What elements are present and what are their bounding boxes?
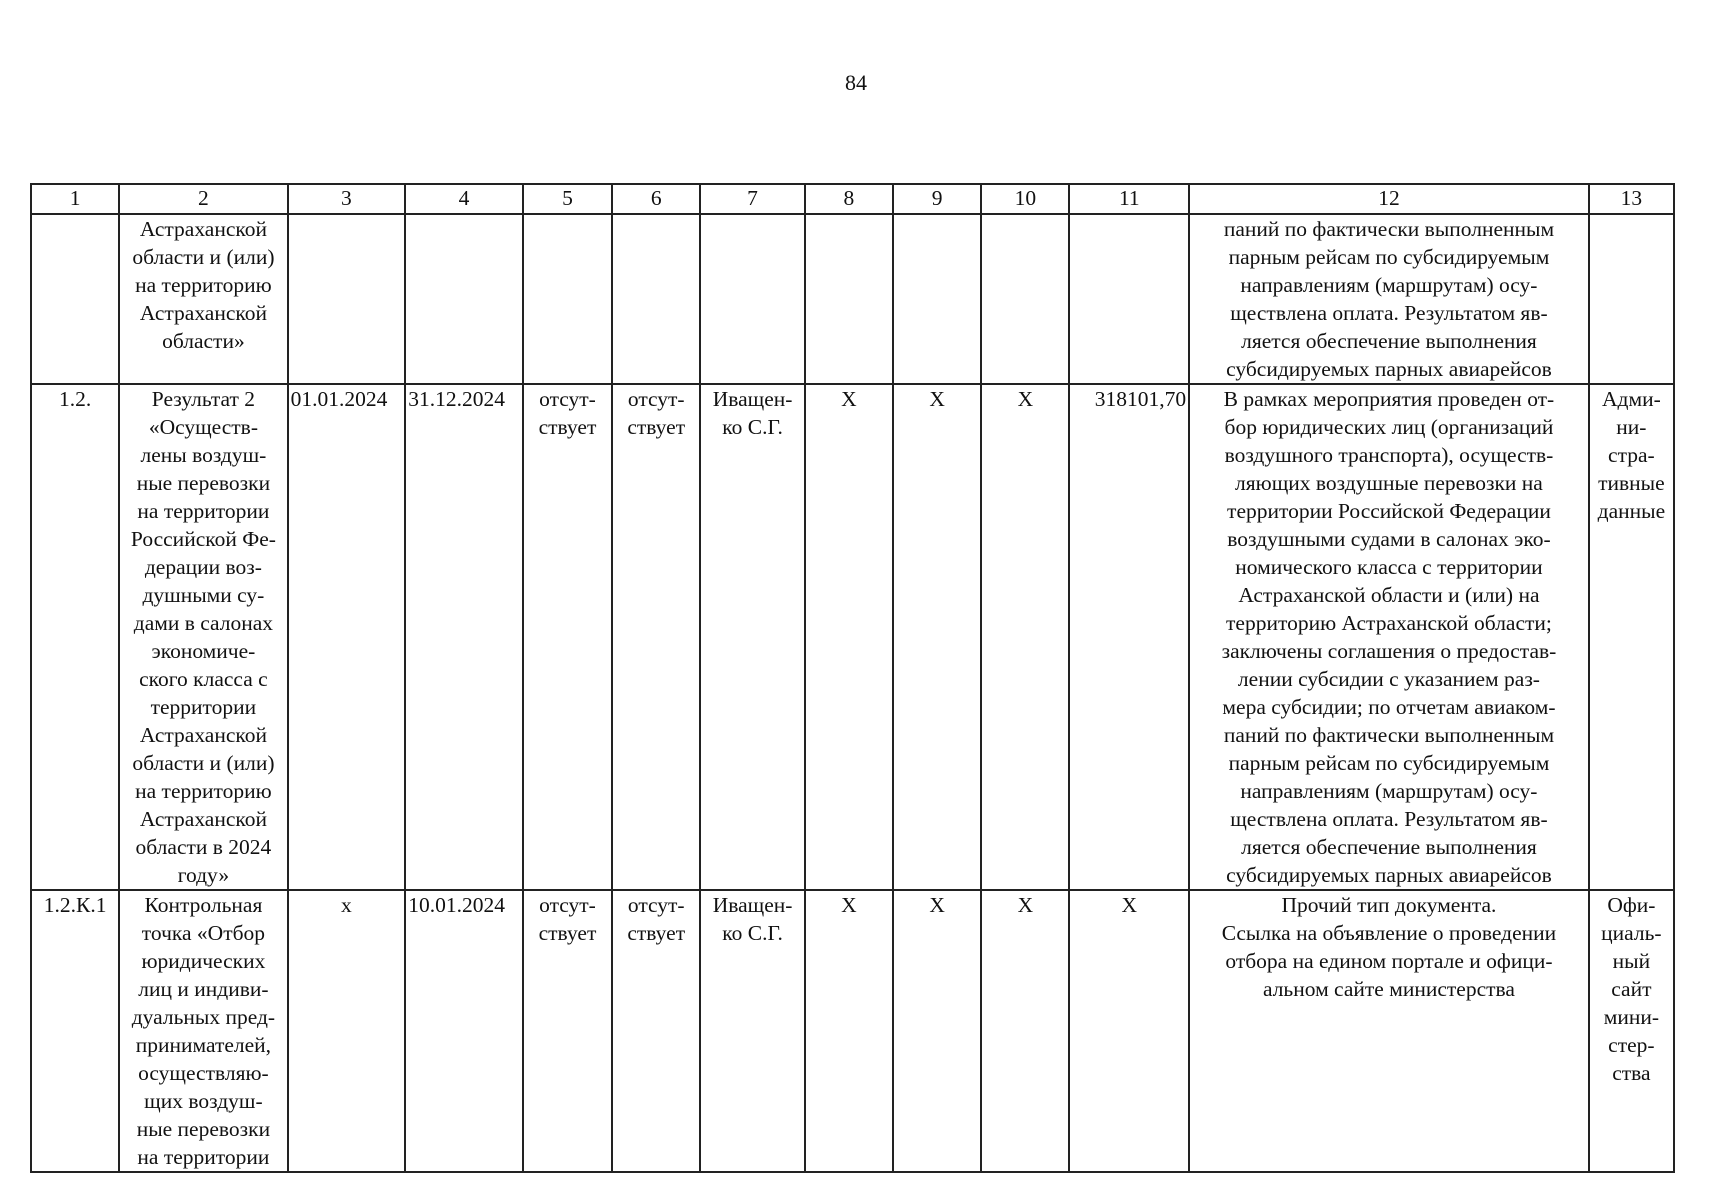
cell-col5: отсут- ствует <box>523 384 612 890</box>
cell-col6 <box>612 214 700 384</box>
cell-col9 <box>893 214 981 384</box>
cell-source: Адми- ни- стра- тивные данные <box>1589 384 1674 890</box>
cell-end-date: 10.01.2024 <box>405 890 523 1172</box>
cell-end-date <box>405 214 523 384</box>
col-header-4: 4 <box>405 184 523 214</box>
cell-col9: X <box>893 384 981 890</box>
cell-col5 <box>523 214 612 384</box>
cell-amount: 318101,70 <box>1069 384 1189 890</box>
header-row <box>31 184 1674 214</box>
cell-col6: отсут- ствует <box>612 384 700 890</box>
cell-number: 1.2. <box>31 384 119 890</box>
table-row <box>31 214 1674 384</box>
cell-name: Контрольная точка «Отбор юридических лиц и индиви- дуальных пред- принимателей, осуществляю- щих воздуш- ные перевозки на территории <box>119 890 287 1172</box>
col-header-12: 12 <box>1189 184 1589 214</box>
table-row <box>31 890 1674 1172</box>
cell-col8: X <box>805 384 893 890</box>
cell-col10: X <box>981 890 1069 1172</box>
cell-amount <box>1069 214 1189 384</box>
cell-name: Результат 2 «Осуществ- лены воздуш- ные перевозки на территории Российской Фе- дерации воз- душными су- дами в салонах экономиче- ского класса с территории Астраханской области и (или) на территорию Астраханской области в 2024 году» <box>119 384 287 890</box>
cell-description: Прочий тип документа. Ссылка на объявление о проведении отбора на едином портале и офици- альном сайте министерства <box>1189 890 1589 1172</box>
cell-number <box>31 214 119 384</box>
col-header-2: 2 <box>119 184 287 214</box>
cell-responsible: Иващен- ко С.Г. <box>700 890 804 1172</box>
cell-col9: X <box>893 890 981 1172</box>
col-header-11: 11 <box>1069 184 1189 214</box>
cell-description: В рамках мероприятия проведен от- бор юридических лиц (организаций воздушного транспорта), осуществ- ляющих воздушные перевозки на территории Российской Федерации воздушными судами в салонах эко- номического класса с территории Астраханской области и (или) на территорию Астраханской области; заключены соглашения о предостав- лении субсидии с указанием раз- мера субсидии; по отчетам авиаком- паний по фактически выполненным парным рейсам по субсидируемым направлениям (маршрутам) осу- ществлена оплата. Результатом яв- ляется обеспечение выполнения субсидируемых парных авиарейсов <box>1189 384 1589 890</box>
cell-name: Астраханской области и (или) на территорию Астраханской области» <box>119 214 287 384</box>
page-number: 84 <box>845 70 867 95</box>
col-header-5: 5 <box>523 184 612 214</box>
cell-col10 <box>981 214 1069 384</box>
cell-col10: X <box>981 384 1069 890</box>
col-header-13: 13 <box>1589 184 1674 214</box>
cell-col6: отсут- ствует <box>612 890 700 1172</box>
table-row <box>31 384 1674 890</box>
cell-number: 1.2.К.1 <box>31 890 119 1172</box>
cell-end-date: 31.12.2024 <box>405 384 523 890</box>
cell-responsible: Иващен- ко С.Г. <box>700 384 804 890</box>
cell-start-date: 01.01.2024 <box>288 384 406 890</box>
col-header-6: 6 <box>612 184 700 214</box>
cell-amount: X <box>1069 890 1189 1172</box>
col-header-8: 8 <box>805 184 893 214</box>
cell-start-date: х <box>288 890 406 1172</box>
cell-col8 <box>805 214 893 384</box>
col-header-9: 9 <box>893 184 981 214</box>
cell-col5: отсут- ствует <box>523 890 612 1172</box>
cell-start-date <box>288 214 406 384</box>
cell-source <box>1589 214 1674 384</box>
data-table <box>30 183 1675 1173</box>
cell-col8: X <box>805 890 893 1172</box>
col-header-7: 7 <box>700 184 804 214</box>
cell-source: Офи- циаль- ный сайт мини- стер- ства <box>1589 890 1674 1172</box>
col-header-1: 1 <box>31 184 119 214</box>
col-header-10: 10 <box>981 184 1069 214</box>
cell-description: паний по фактически выполненным парным рейсам по субсидируемым направлениям (маршрутам) осу- ществлена оплата. Результатом яв- ляется обеспечение выполнения субсидируемых парных авиарейсов <box>1189 214 1589 384</box>
col-header-3: 3 <box>288 184 406 214</box>
cell-responsible <box>700 214 804 384</box>
